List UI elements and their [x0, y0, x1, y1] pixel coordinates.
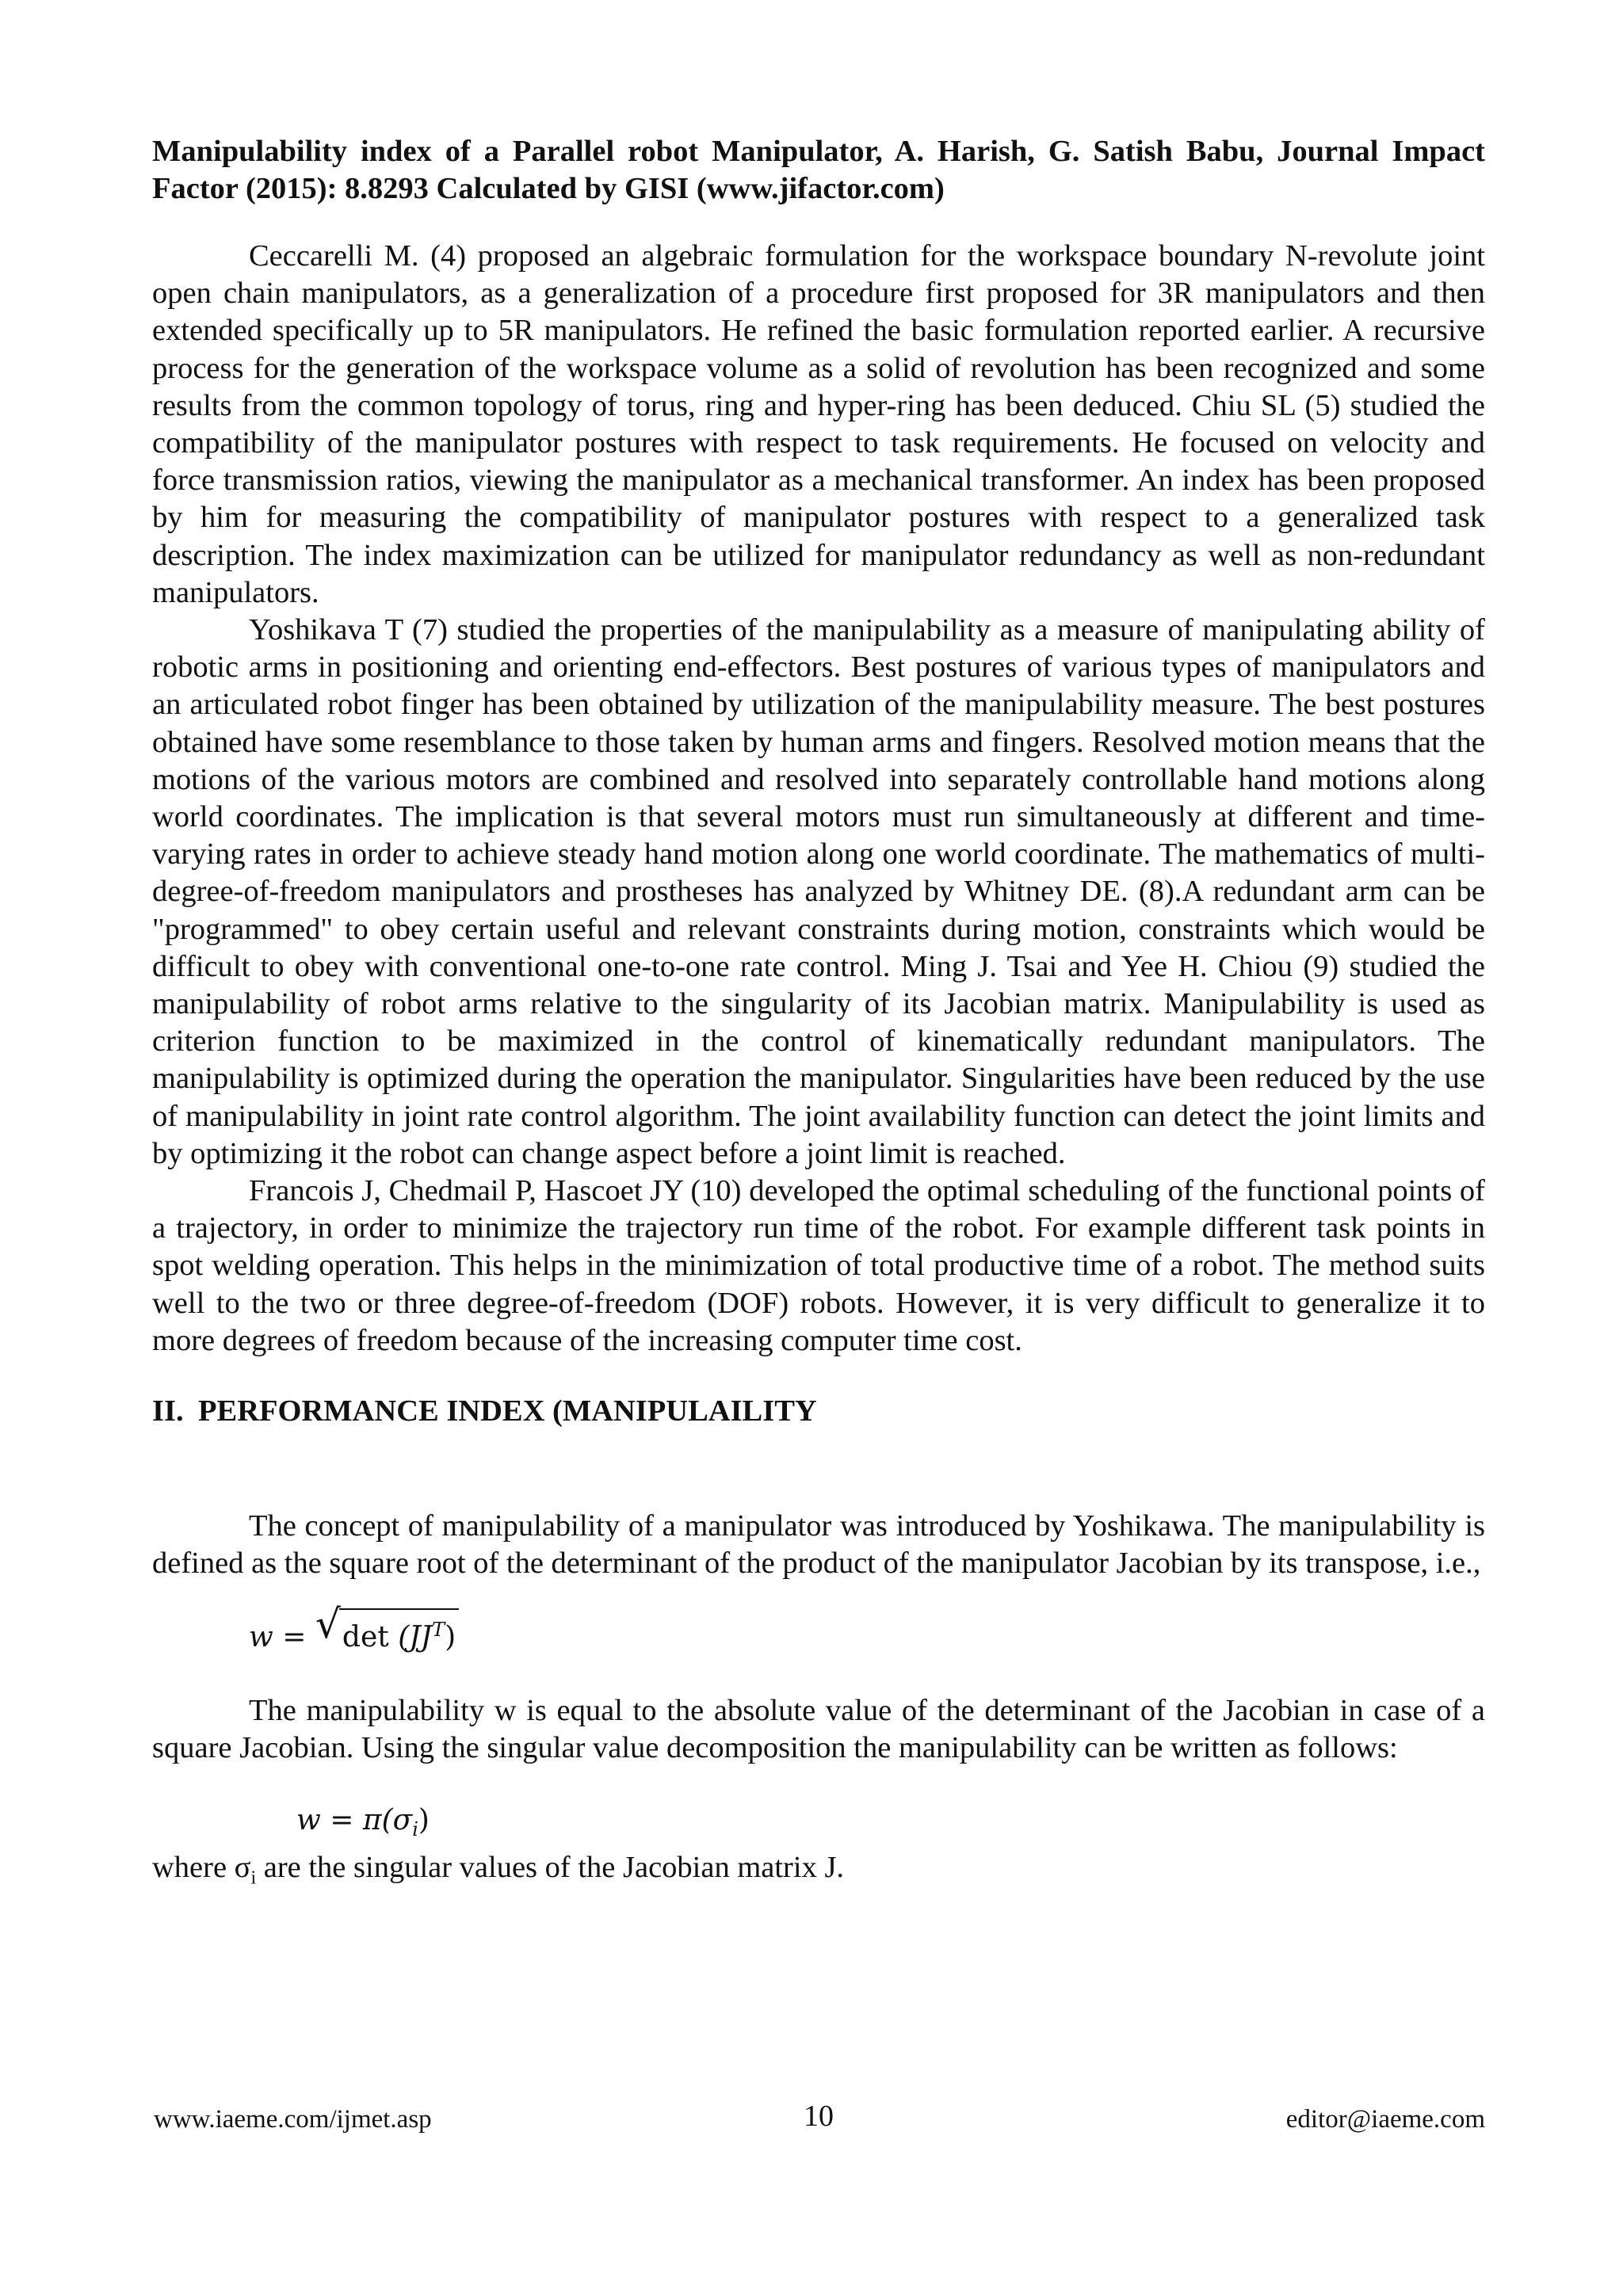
running-header-title: Manipulability index of a Parallel robot Manipulator, A. Harish, G. Satish Babu, Journal Impact Factor (2015): 8.8293 Calculated by GISI (www.jifactor.com)	[152, 135, 1485, 205]
where-prefix: where σ	[152, 1850, 251, 1884]
jacobian-product: (JJ	[398, 1620, 433, 1653]
body-paragraph: Yoshikava T (7) studied the properties of the manipulability as a measure of manipulating ability of robotic arms in positioning and orienting end-effectors. Best postures of various types of manipulators and an articulated robot finger has been obtained by utilization of the manipulability measure. The best postures obtained have some resemblance to those taken by human arms and fingers. Resolved motion means that the motions of the various motors are combined and resolved into separately controllable hand motions along world coordinates. The implication is that several motors must run simultaneously at different and time-varying rates in order to achieve steady hand motion along one world coordinate. The mathematics of multi-degree-of-freedom manipulators and prostheses has analyzed by Whitney DE. (8).A redundant arm can be "programmed" to obey certain useful and relevant constraints during motion, constraints which would be difficult to obey with conventional one-to-one rate control. Ming J. Tsai and Yee H. Chiou (9) studied the manipulability of robot arms relative to the singularity of its Jacobian matrix. Manipulability is used as criterion function to be maximized in the control of kinematically redundant manipulators. The manipulability is optimized during the operation the manipulator. Singularities have been reduced by the use of manipulability in joint rate control algorithm. The joint availability function can detect the joint limits and by optimizing it the robot can change aspect before a joint limit is reached.	[152, 613, 1485, 1170]
sqrt-radicand	[339, 1608, 459, 1656]
section-number: II.	[152, 1394, 184, 1428]
close-paren: )	[418, 1803, 430, 1836]
footer-email[interactable]: editor@iaeme.com	[1285, 2105, 1485, 2134]
where-suffix: are the singular values of the Jacobian matrix J.	[256, 1850, 845, 1884]
equation-equals: =	[282, 1620, 307, 1653]
sqrt-symbol-icon: √	[315, 1600, 341, 1647]
body-paragraph: Ceccarelli M. (4) proposed an algebraic formulation for the workspace boundary N-revolute joint open chain manipulators, as a generalization of a procedure first proposed for 3R manipulators and then extended specifically up to 5R manipulators. He refined the basic formulation reported earlier. A recursive process for the generation of the workspace volume as a solid of revolution has been recognized and some results from the common topology of torus, ring and hyper-ring has been deduced. Chiu SL (5) studied the compatibility of the manipulator postures with respect to task requirements. He focused on velocity and force transmission ratios, viewing the manipulator as a mechanical transformer. An index has been proposed by him for measuring the compatibility of manipulator postures with respect to a generalized task description. The index maximization can be utilized for manipulator redundancy as well as non-redundant manipulators.	[152, 239, 1485, 609]
page-footer	[152, 2101, 1485, 2141]
section-paragraph: The manipulability w is equal to the absolute value of the determinant of the Jacobian in case of a square Jacobian. Using the singular value decomposition the manipulability can be written as follows:	[152, 1693, 1485, 1764]
product-sigma: π(σ	[362, 1803, 413, 1836]
sigma-subscript: i	[412, 1818, 418, 1841]
square-root	[315, 1600, 459, 1656]
footer-journal-url[interactable]: www.iaeme.com/ijmet.asp	[154, 2105, 432, 2134]
equation-manipulability-definition	[249, 1600, 1485, 1656]
equation-singular-values	[296, 1802, 1485, 1849]
section-heading	[152, 1393, 1485, 1430]
transpose-superscript: T	[432, 1618, 445, 1641]
where-clause	[152, 1849, 1485, 1897]
equation-lhs: w	[296, 1803, 321, 1836]
body-paragraph: Francois J, Chedmail P, Hascoet JY (10) developed the optimal scheduling of the functional points of a trajectory, in order to minimize the trajectory run time of the robot. For example different task points in spot welding operation. This helps in the minimization of total productive time of a robot. The method suits well to the two or three degree-of-freedom (DOF) robots. However, it is very difficult to generalize it to more degrees of freedom because of the increasing computer time cost.	[152, 1174, 1485, 1357]
section-title: PERFORMANCE INDEX (MANIPULAILITY	[198, 1394, 817, 1428]
equation-lhs: w	[249, 1620, 273, 1653]
det-operator: det	[342, 1620, 389, 1653]
footer-page-number: 10	[804, 2100, 834, 2133]
section-paragraph: The concept of manipulability of a manipulator was introduced by Yoshikawa. The manipulability is defined as the square root of the determinant of the product of the manipulator Jacobian by its transpose, i.e.,	[152, 1509, 1485, 1581]
where-subscript: i	[250, 1867, 257, 1889]
paper-page	[152, 133, 1485, 1897]
close-paren: )	[445, 1620, 456, 1653]
equation-equals: =	[330, 1803, 354, 1836]
